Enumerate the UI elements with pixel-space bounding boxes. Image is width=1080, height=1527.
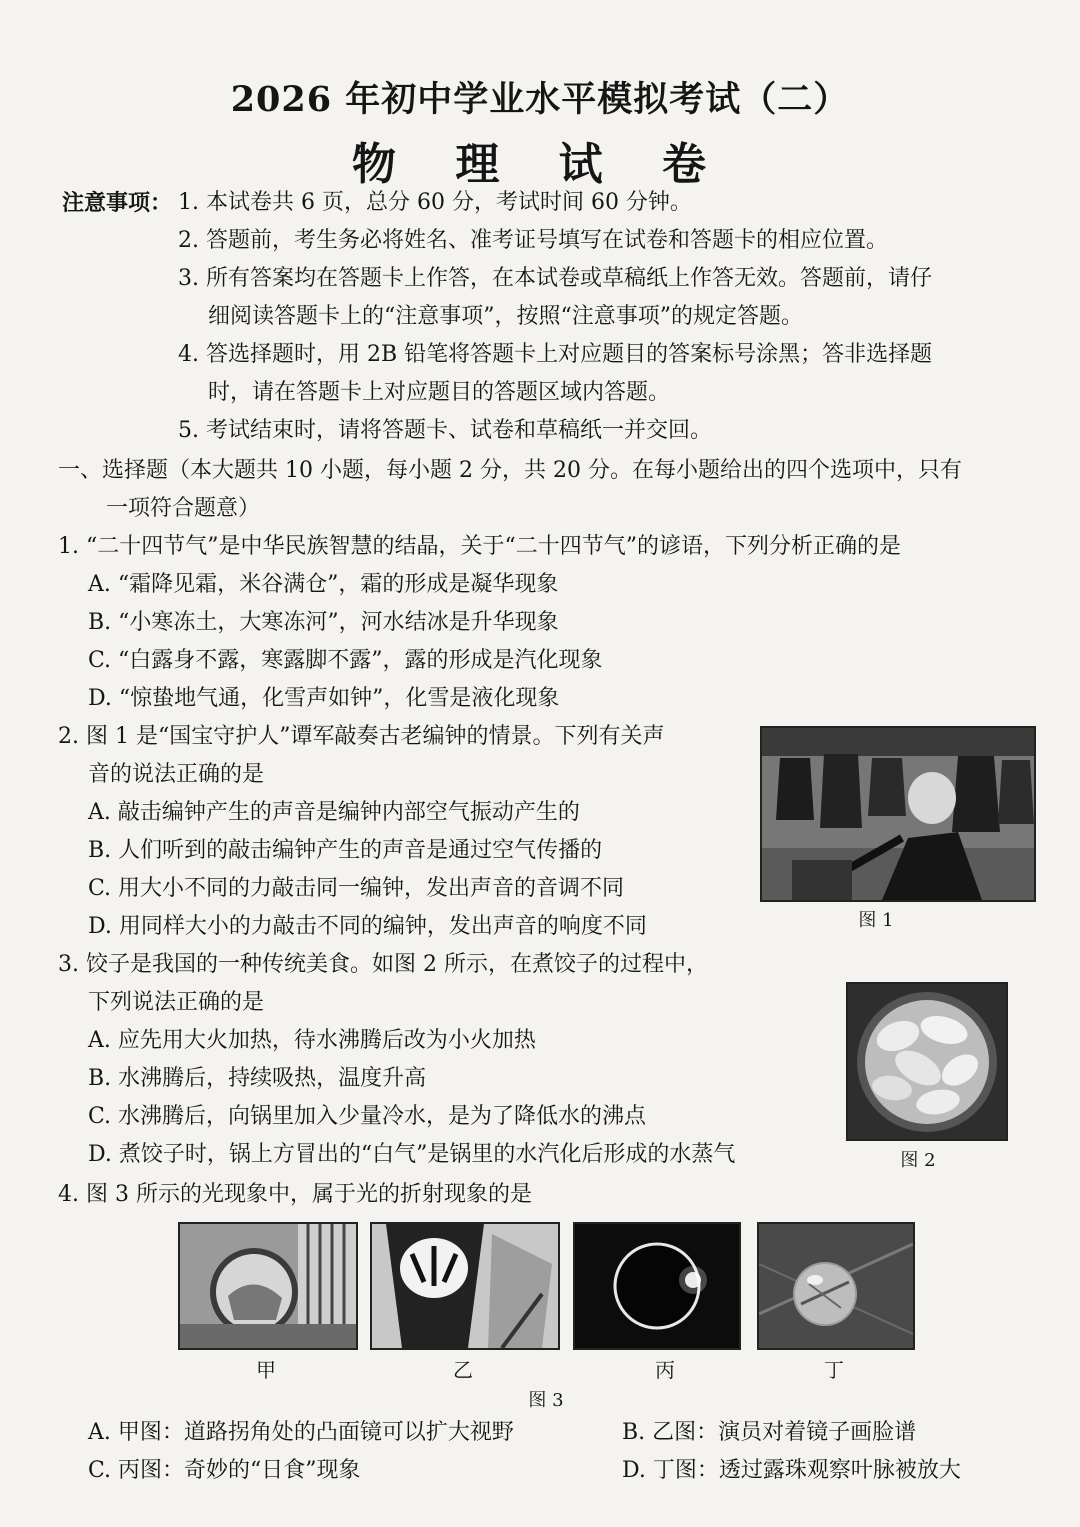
notice-item-2: 2. 答题前，考生务必将姓名、准考证号填写在试卷和答题卡的相应位置。 <box>178 228 888 253</box>
exam-title: 2026 年初中学业水平模拟考试（二） <box>230 79 850 120</box>
figure-3-label-ding: 丁 <box>824 1358 844 1382</box>
figure-3-dewdrop-leaf <box>757 1222 915 1350</box>
q4-option-b: B. 乙图：演员对着镜子画脸谱 <box>622 1420 917 1445</box>
q3-stem-cont: 下列说法正确的是 <box>88 990 265 1015</box>
q4-option-d: D. 丁图：透过露珠观察叶脉被放大 <box>622 1458 961 1483</box>
notice-item-1: 1. 本试卷共 6 页，总分 60 分，考试时间 60 分钟。 <box>178 190 692 215</box>
q1-option-d: D. “惊蛰地气通，化雪声如钟”，化雪是液化现象 <box>88 686 560 711</box>
q2-stem-cont: 音的说法正确的是 <box>88 762 265 787</box>
q4-option-a: A. 甲图：道路拐角处的凸面镜可以扩大视野 <box>88 1420 514 1445</box>
figure-1-caption: 图 1 <box>858 910 894 931</box>
notice-item-3-cont: 细阅读答题卡上的“注意事项”，按照“注意事项”的规定答题。 <box>208 304 803 329</box>
figure-3-caption: 图 3 <box>528 1390 564 1411</box>
q3-option-c: C. 水沸腾后，向锅里加入少量冷水，是为了降低水的沸点 <box>88 1104 647 1129</box>
notice-item-5: 5. 考试结束时，请将答题卡、试卷和草稿纸一并交回。 <box>178 418 712 443</box>
section-heading: 一、选择题（本大题共 10 小题，每小题 2 分，共 20 分。在每小题给出的四个选项中，只有 <box>58 458 962 483</box>
q2-stem: 2. 图 1 是“国宝守护人”谭军敲奏古老编钟的情景。下列有关声 <box>58 724 665 749</box>
q2-option-c: C. 用大小不同的力敲击同一编钟，发出声音的音调不同 <box>88 876 625 901</box>
q2-option-a: A. 敲击编钟产生的声音是编钟内部空气振动产生的 <box>88 800 580 825</box>
q4-stem: 4. 图 3 所示的光现象中，属于光的折射现象的是 <box>58 1182 532 1207</box>
figure-3-convex-mirror <box>178 1222 358 1350</box>
figure-2-dumplings-photo <box>846 982 1008 1141</box>
q2-option-d: D. 用同样大小的力敲击不同的编钟，发出声音的响度不同 <box>88 914 647 939</box>
notice-label: 注意事项： <box>62 190 173 216</box>
q1-option-a: A. “霜降见霜，米谷满仓”，霜的形成是凝华现象 <box>88 572 559 597</box>
figure-3-opera-mirror <box>370 1222 560 1350</box>
exam-subtitle: 物 理 试 卷 <box>352 139 728 190</box>
q3-stem: 3. 饺子是我国的一种传统美食。如图 2 所示，在煮饺子的过程中， <box>58 952 708 977</box>
q1-option-c: C. “白露身不露，寒露脚不露”，露的形成是汽化现象 <box>88 648 603 673</box>
q3-option-b: B. 水沸腾后，持续吸热，温度升高 <box>88 1066 427 1091</box>
notice-item-4-cont: 时，请在答题卡上对应题目的答题区域内答题。 <box>208 380 671 405</box>
q3-option-d: D. 煮饺子时，锅上方冒出的“白气”是锅里的水汽化后形成的水蒸气 <box>88 1142 736 1167</box>
q2-option-b: B. 人们听到的敲击编钟产生的声音是通过空气传播的 <box>88 838 603 863</box>
q4-option-c: C. 丙图：奇妙的“日食”现象 <box>88 1458 361 1483</box>
q1-option-b: B. “小寒冻土，大寒冻河”，河水结冰是升华现象 <box>88 610 559 635</box>
figure-1-bells-photo <box>760 726 1036 902</box>
notice-item-4: 4. 答选择题时，用 2B 铅笔将答题卡上对应题目的答案标号涂黑；答非选择题 <box>178 342 933 367</box>
figure-3-label-yi: 乙 <box>453 1358 473 1382</box>
section-heading-cont: 一项符合题意） <box>106 496 261 521</box>
notice-item-3: 3. 所有答案均在答题卡上作答，在本试卷或草稿纸上作答无效。答题前，请仔 <box>178 266 932 291</box>
q1-stem: 1. “二十四节气”是中华民族智慧的结晶，关于“二十四节气”的谚语，下列分析正确的是 <box>58 534 901 559</box>
figure-2-caption: 图 2 <box>900 1150 936 1171</box>
q3-option-a: A. 应先用大火加热，待水沸腾后改为小火加热 <box>88 1028 536 1053</box>
figure-3-solar-eclipse <box>573 1222 741 1350</box>
figure-3-label-jia: 甲 <box>256 1358 276 1382</box>
figure-3-label-bing: 丙 <box>655 1358 675 1382</box>
